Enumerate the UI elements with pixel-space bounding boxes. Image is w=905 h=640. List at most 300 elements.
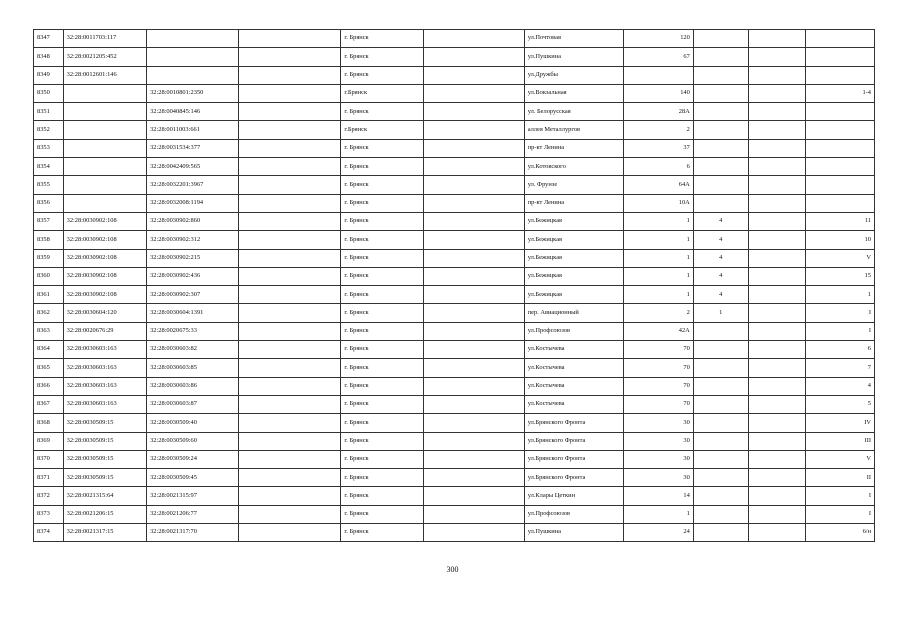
empty-cell xyxy=(748,139,805,157)
apartment-cell: 6/н xyxy=(805,524,874,542)
empty-cell xyxy=(748,469,805,487)
empty-cell xyxy=(748,267,805,285)
cadastral-object-cell: 32:28:0020675:33 xyxy=(147,322,239,340)
table-row xyxy=(34,395,875,413)
building-cell xyxy=(693,432,748,450)
table-row xyxy=(34,359,875,377)
table-row xyxy=(34,48,875,66)
apartment-cell: 1 xyxy=(805,286,874,304)
empty-cell xyxy=(748,524,805,542)
row-number-cell: 8365 xyxy=(34,359,64,377)
cadastral-parcel-cell: 32:28:0020676:29 xyxy=(63,322,146,340)
city-cell: г. Брянск xyxy=(341,304,423,322)
cadastral-object-cell: 32:28:0032008:1194 xyxy=(147,194,239,212)
row-number-cell: 8348 xyxy=(34,48,64,66)
table-body xyxy=(34,30,875,542)
cadastral-object-cell: 32:28:0030902:860 xyxy=(147,212,239,230)
table-row xyxy=(34,505,875,523)
empty-cell xyxy=(748,286,805,304)
apartment-cell: 4 xyxy=(805,377,874,395)
street-cell: ул.Бежицкая xyxy=(524,212,623,230)
street-cell: ул.Клары Цеткин xyxy=(524,487,623,505)
city-cell: г. Брянск xyxy=(341,450,423,468)
city-cell: г. Брянск xyxy=(341,176,423,194)
empty-cell xyxy=(423,450,524,468)
empty-cell xyxy=(423,341,524,359)
empty-cell xyxy=(239,341,341,359)
apartment-cell xyxy=(805,176,874,194)
city-cell: г. Брянск xyxy=(341,414,423,432)
row-number-cell: 8366 xyxy=(34,377,64,395)
house-cell xyxy=(623,66,693,84)
city-cell: г. Брянск xyxy=(341,158,423,176)
cadastral-object-cell: 32:28:0030604:1391 xyxy=(147,304,239,322)
table-row xyxy=(34,249,875,267)
street-cell: ул.Костычева xyxy=(524,395,623,413)
empty-cell xyxy=(423,103,524,121)
city-cell: г. Брянск xyxy=(341,249,423,267)
empty-cell xyxy=(423,249,524,267)
building-cell xyxy=(693,194,748,212)
empty-cell xyxy=(748,194,805,212)
cadastral-parcel-cell: 32:28:0030603:163 xyxy=(63,377,146,395)
cadastral-object-cell: 32:28:0030603:85 xyxy=(147,359,239,377)
apartment-cell: I xyxy=(805,505,874,523)
cadastral-parcel-cell xyxy=(63,176,146,194)
street-cell: ул.Вокзальная xyxy=(524,84,623,102)
house-cell: 10А xyxy=(623,194,693,212)
empty-cell xyxy=(748,414,805,432)
city-cell: г. Брянск xyxy=(341,524,423,542)
apartment-cell xyxy=(805,121,874,139)
city-cell: г. Брянск xyxy=(341,432,423,450)
empty-cell xyxy=(239,432,341,450)
empty-cell xyxy=(423,304,524,322)
building-cell xyxy=(693,176,748,194)
city-cell: г. Брянск xyxy=(341,322,423,340)
cadastral-parcel-cell xyxy=(63,139,146,157)
empty-cell xyxy=(239,395,341,413)
empty-cell xyxy=(239,66,341,84)
street-cell: аллея Металлургов xyxy=(524,121,623,139)
empty-cell xyxy=(239,103,341,121)
cadastral-parcel-cell: 32:28:0021315:64 xyxy=(63,487,146,505)
table-row xyxy=(34,84,875,102)
row-number-cell: 8359 xyxy=(34,249,64,267)
house-cell: 2 xyxy=(623,304,693,322)
table-row xyxy=(34,414,875,432)
cadastral-parcel-cell: 32:28:0021205:452 xyxy=(63,48,146,66)
house-cell: 67 xyxy=(623,48,693,66)
row-number-cell: 8361 xyxy=(34,286,64,304)
empty-cell xyxy=(423,212,524,230)
street-cell: ул.Пушкина xyxy=(524,524,623,542)
empty-cell xyxy=(423,121,524,139)
building-cell: 4 xyxy=(693,267,748,285)
street-cell: ул.Брянского Фронта xyxy=(524,432,623,450)
empty-cell xyxy=(748,48,805,66)
empty-cell xyxy=(239,212,341,230)
empty-cell xyxy=(748,487,805,505)
row-number-cell: 8371 xyxy=(34,469,64,487)
city-cell: г. Брянск xyxy=(341,469,423,487)
row-number-cell: 8373 xyxy=(34,505,64,523)
building-cell xyxy=(693,359,748,377)
empty-cell xyxy=(748,158,805,176)
street-cell: ул.Бежицкая xyxy=(524,267,623,285)
city-cell: г. Брянск xyxy=(341,194,423,212)
building-cell xyxy=(693,341,748,359)
apartment-cell: IV xyxy=(805,414,874,432)
house-cell: 70 xyxy=(623,395,693,413)
cadastral-parcel-cell: 32:28:0030509:15 xyxy=(63,432,146,450)
house-cell: 2 xyxy=(623,121,693,139)
row-number-cell: 8360 xyxy=(34,267,64,285)
city-cell: г. Брянск xyxy=(341,359,423,377)
house-cell: 28А xyxy=(623,103,693,121)
table-row xyxy=(34,231,875,249)
building-cell: 1 xyxy=(693,304,748,322)
cadastral-parcel-cell: 32:28:0021206:15 xyxy=(63,505,146,523)
cadastral-parcel-cell xyxy=(63,103,146,121)
empty-cell xyxy=(423,322,524,340)
empty-cell xyxy=(239,304,341,322)
row-number-cell: 8369 xyxy=(34,432,64,450)
cadastral-object-cell: 32:28:0021315:97 xyxy=(147,487,239,505)
empty-cell xyxy=(239,524,341,542)
table-row xyxy=(34,487,875,505)
house-cell: 1 xyxy=(623,212,693,230)
empty-cell xyxy=(239,377,341,395)
street-cell: ул. Белорусская xyxy=(524,103,623,121)
empty-cell xyxy=(423,487,524,505)
registry-table xyxy=(33,29,875,542)
cadastral-object-cell: 32:28:0040845:146 xyxy=(147,103,239,121)
table-row xyxy=(34,212,875,230)
building-cell xyxy=(693,66,748,84)
city-cell: г. Брянск xyxy=(341,267,423,285)
house-cell: 70 xyxy=(623,341,693,359)
row-number-cell: 8355 xyxy=(34,176,64,194)
table-row xyxy=(34,524,875,542)
apartment-cell: I xyxy=(805,304,874,322)
apartment-cell xyxy=(805,139,874,157)
empty-cell xyxy=(748,66,805,84)
cadastral-parcel-cell: 32:28:0030902:108 xyxy=(63,249,146,267)
building-cell xyxy=(693,450,748,468)
cadastral-parcel-cell: 32:28:0011703:117 xyxy=(63,30,146,48)
building-cell xyxy=(693,30,748,48)
building-cell xyxy=(693,158,748,176)
house-cell: 1 xyxy=(623,267,693,285)
row-number-cell: 8374 xyxy=(34,524,64,542)
building-cell xyxy=(693,524,748,542)
city-cell: г. Брянск xyxy=(341,139,423,157)
empty-cell xyxy=(748,249,805,267)
empty-cell xyxy=(748,505,805,523)
cadastral-parcel-cell: 32:28:0030603:163 xyxy=(63,341,146,359)
house-cell: 24 xyxy=(623,524,693,542)
table-row xyxy=(34,432,875,450)
row-number-cell: 8349 xyxy=(34,66,64,84)
empty-cell xyxy=(423,66,524,84)
empty-cell xyxy=(748,30,805,48)
apartment-cell: 7 xyxy=(805,359,874,377)
empty-cell xyxy=(239,231,341,249)
empty-cell xyxy=(239,158,341,176)
street-cell: ул.Костычева xyxy=(524,377,623,395)
building-cell xyxy=(693,103,748,121)
empty-cell xyxy=(423,286,524,304)
cadastral-object-cell xyxy=(147,48,239,66)
cadastral-parcel-cell: 32:28:0030603:163 xyxy=(63,395,146,413)
empty-cell xyxy=(239,249,341,267)
row-number-cell: 8357 xyxy=(34,212,64,230)
cadastral-object-cell: 32:28:0030509:45 xyxy=(147,469,239,487)
city-cell: г. Брянск xyxy=(341,487,423,505)
cadastral-parcel-cell: 32:28:0030902:108 xyxy=(63,231,146,249)
empty-cell xyxy=(748,84,805,102)
street-cell: пр-кт Ленина xyxy=(524,194,623,212)
empty-cell xyxy=(239,414,341,432)
city-cell: г. Брянск xyxy=(341,377,423,395)
house-cell: 1 xyxy=(623,505,693,523)
row-number-cell: 8362 xyxy=(34,304,64,322)
empty-cell xyxy=(423,469,524,487)
empty-cell xyxy=(748,212,805,230)
street-cell: ул.Бежицкая xyxy=(524,231,623,249)
table-row xyxy=(34,286,875,304)
building-cell xyxy=(693,469,748,487)
cadastral-object-cell: 32:28:0021317:70 xyxy=(147,524,239,542)
building-cell xyxy=(693,139,748,157)
table-row xyxy=(34,322,875,340)
row-number-cell: 8368 xyxy=(34,414,64,432)
empty-cell xyxy=(423,30,524,48)
street-cell: ул.Брянского Фронта xyxy=(524,414,623,432)
apartment-cell: V xyxy=(805,450,874,468)
house-cell: 37 xyxy=(623,139,693,157)
empty-cell xyxy=(748,176,805,194)
house-cell: 6 xyxy=(623,158,693,176)
building-cell xyxy=(693,84,748,102)
empty-cell xyxy=(423,267,524,285)
house-cell: 70 xyxy=(623,377,693,395)
cadastral-object-cell: 32:28:0042409:565 xyxy=(147,158,239,176)
apartment-cell: 11 xyxy=(805,212,874,230)
empty-cell xyxy=(423,158,524,176)
street-cell: ул.Бежицкая xyxy=(524,286,623,304)
table-row xyxy=(34,66,875,84)
city-cell: г. Брянск xyxy=(341,103,423,121)
table-row xyxy=(34,139,875,157)
apartment-cell: I xyxy=(805,322,874,340)
row-number-cell: 8353 xyxy=(34,139,64,157)
empty-cell xyxy=(423,176,524,194)
row-number-cell: 8358 xyxy=(34,231,64,249)
apartment-cell: II xyxy=(805,469,874,487)
empty-cell xyxy=(239,139,341,157)
empty-cell xyxy=(239,487,341,505)
cadastral-parcel-cell: 32:28:0030902:108 xyxy=(63,212,146,230)
empty-cell xyxy=(748,341,805,359)
street-cell: ул.Брянского Фронта xyxy=(524,469,623,487)
house-cell: 30 xyxy=(623,414,693,432)
empty-cell xyxy=(423,231,524,249)
table-row xyxy=(34,341,875,359)
cadastral-parcel-cell: 32:28:0030509:15 xyxy=(63,450,146,468)
row-number-cell: 8356 xyxy=(34,194,64,212)
street-cell: ул.Почтовая xyxy=(524,30,623,48)
row-number-cell: 8352 xyxy=(34,121,64,139)
apartment-cell xyxy=(805,48,874,66)
street-cell: ул.Дружбы xyxy=(524,66,623,84)
street-cell: ул.Профсоюзов xyxy=(524,322,623,340)
empty-cell xyxy=(748,322,805,340)
empty-cell xyxy=(239,322,341,340)
table-row xyxy=(34,377,875,395)
row-number-cell: 8363 xyxy=(34,322,64,340)
street-cell: ул.Костычева xyxy=(524,341,623,359)
empty-cell xyxy=(239,84,341,102)
cadastral-object-cell: 32:28:0030509:60 xyxy=(147,432,239,450)
cadastral-object-cell: 32:28:0010801:2350 xyxy=(147,84,239,102)
building-cell xyxy=(693,322,748,340)
empty-cell xyxy=(423,524,524,542)
apartment-cell xyxy=(805,30,874,48)
cadastral-parcel-cell: 32:28:0021317:15 xyxy=(63,524,146,542)
empty-cell xyxy=(423,395,524,413)
city-cell: г. Брянск xyxy=(341,231,423,249)
empty-cell xyxy=(423,414,524,432)
cadastral-object-cell: 32:28:0011003:661 xyxy=(147,121,239,139)
empty-cell xyxy=(748,359,805,377)
table-row xyxy=(34,469,875,487)
street-cell: пр-кт Ленина xyxy=(524,139,623,157)
cadastral-object-cell: 32:28:0030509:24 xyxy=(147,450,239,468)
apartment-cell xyxy=(805,158,874,176)
cadastral-parcel-cell: 32:28:0030902:108 xyxy=(63,286,146,304)
empty-cell xyxy=(748,395,805,413)
row-number-cell: 8370 xyxy=(34,450,64,468)
street-cell: ул.Профсоюзов xyxy=(524,505,623,523)
cadastral-parcel-cell xyxy=(63,194,146,212)
city-cell: г. Брянск xyxy=(341,66,423,84)
building-cell xyxy=(693,377,748,395)
city-cell: г.Брянск xyxy=(341,121,423,139)
apartment-cell xyxy=(805,194,874,212)
city-cell: г. Брянск xyxy=(341,395,423,413)
cadastral-parcel-cell: 32:28:0012601:146 xyxy=(63,66,146,84)
apartment-cell: 15 xyxy=(805,267,874,285)
house-cell: 1 xyxy=(623,286,693,304)
cadastral-object-cell xyxy=(147,66,239,84)
cadastral-parcel-cell: 32:28:0030902:108 xyxy=(63,267,146,285)
cadastral-object-cell: 32:28:0030603:86 xyxy=(147,377,239,395)
empty-cell xyxy=(748,231,805,249)
apartment-cell: 10 xyxy=(805,231,874,249)
street-cell: ул.Костычева xyxy=(524,359,623,377)
city-cell: г. Брянск xyxy=(341,341,423,359)
row-number-cell: 8347 xyxy=(34,30,64,48)
empty-cell xyxy=(423,194,524,212)
cadastral-object-cell: 32:28:0030902:436 xyxy=(147,267,239,285)
apartment-cell xyxy=(805,103,874,121)
cadastral-object-cell: 32:28:0030902:307 xyxy=(147,286,239,304)
house-cell: 1 xyxy=(623,249,693,267)
street-cell: ул. Фрунзе xyxy=(524,176,623,194)
cadastral-object-cell: 32:28:0030603:82 xyxy=(147,341,239,359)
building-cell xyxy=(693,121,748,139)
cadastral-parcel-cell: 32:28:0030603:163 xyxy=(63,359,146,377)
house-cell: 14 xyxy=(623,487,693,505)
page-number: 300 xyxy=(446,565,459,574)
row-number-cell: 8372 xyxy=(34,487,64,505)
row-number-cell: 8351 xyxy=(34,103,64,121)
building-cell xyxy=(693,505,748,523)
empty-cell xyxy=(423,432,524,450)
table-row xyxy=(34,194,875,212)
house-cell: 140 xyxy=(623,84,693,102)
empty-cell xyxy=(239,48,341,66)
empty-cell xyxy=(423,139,524,157)
city-cell: г. Брянск xyxy=(341,505,423,523)
building-cell xyxy=(693,487,748,505)
table-row xyxy=(34,450,875,468)
table-row xyxy=(34,158,875,176)
cadastral-parcel-cell: 32:28:0030509:15 xyxy=(63,414,146,432)
empty-cell xyxy=(423,84,524,102)
table-row xyxy=(34,121,875,139)
empty-cell xyxy=(239,176,341,194)
cadastral-parcel-cell xyxy=(63,158,146,176)
empty-cell xyxy=(239,30,341,48)
building-cell xyxy=(693,395,748,413)
house-cell: 1 xyxy=(623,231,693,249)
empty-cell xyxy=(239,359,341,377)
empty-cell xyxy=(748,450,805,468)
house-cell: 30 xyxy=(623,469,693,487)
empty-cell xyxy=(423,48,524,66)
table-row xyxy=(34,267,875,285)
apartment-cell: I xyxy=(805,487,874,505)
street-cell: ул.Бежицкая xyxy=(524,249,623,267)
city-cell: г. Брянск xyxy=(341,212,423,230)
table-row xyxy=(34,30,875,48)
empty-cell xyxy=(239,505,341,523)
building-cell: 4 xyxy=(693,249,748,267)
row-number-cell: 8367 xyxy=(34,395,64,413)
table-row xyxy=(34,176,875,194)
table-row xyxy=(34,103,875,121)
cadastral-object-cell: 32:28:0031534:377 xyxy=(147,139,239,157)
building-cell: 4 xyxy=(693,286,748,304)
house-cell: 120 xyxy=(623,30,693,48)
street-cell: ул.Пушкина xyxy=(524,48,623,66)
city-cell: г. Брянск xyxy=(341,286,423,304)
empty-cell xyxy=(239,450,341,468)
apartment-cell xyxy=(805,66,874,84)
cadastral-object-cell: 32:28:0030603:87 xyxy=(147,395,239,413)
cadastral-object-cell xyxy=(147,30,239,48)
street-cell: ул.Брянского Фронта xyxy=(524,450,623,468)
cadastral-parcel-cell: 32:28:0030604:120 xyxy=(63,304,146,322)
cadastral-object-cell: 32:28:0030509:40 xyxy=(147,414,239,432)
empty-cell xyxy=(748,432,805,450)
cadastral-object-cell: 32:28:0030902:312 xyxy=(147,231,239,249)
apartment-cell: 5 xyxy=(805,395,874,413)
house-cell: 30 xyxy=(623,432,693,450)
